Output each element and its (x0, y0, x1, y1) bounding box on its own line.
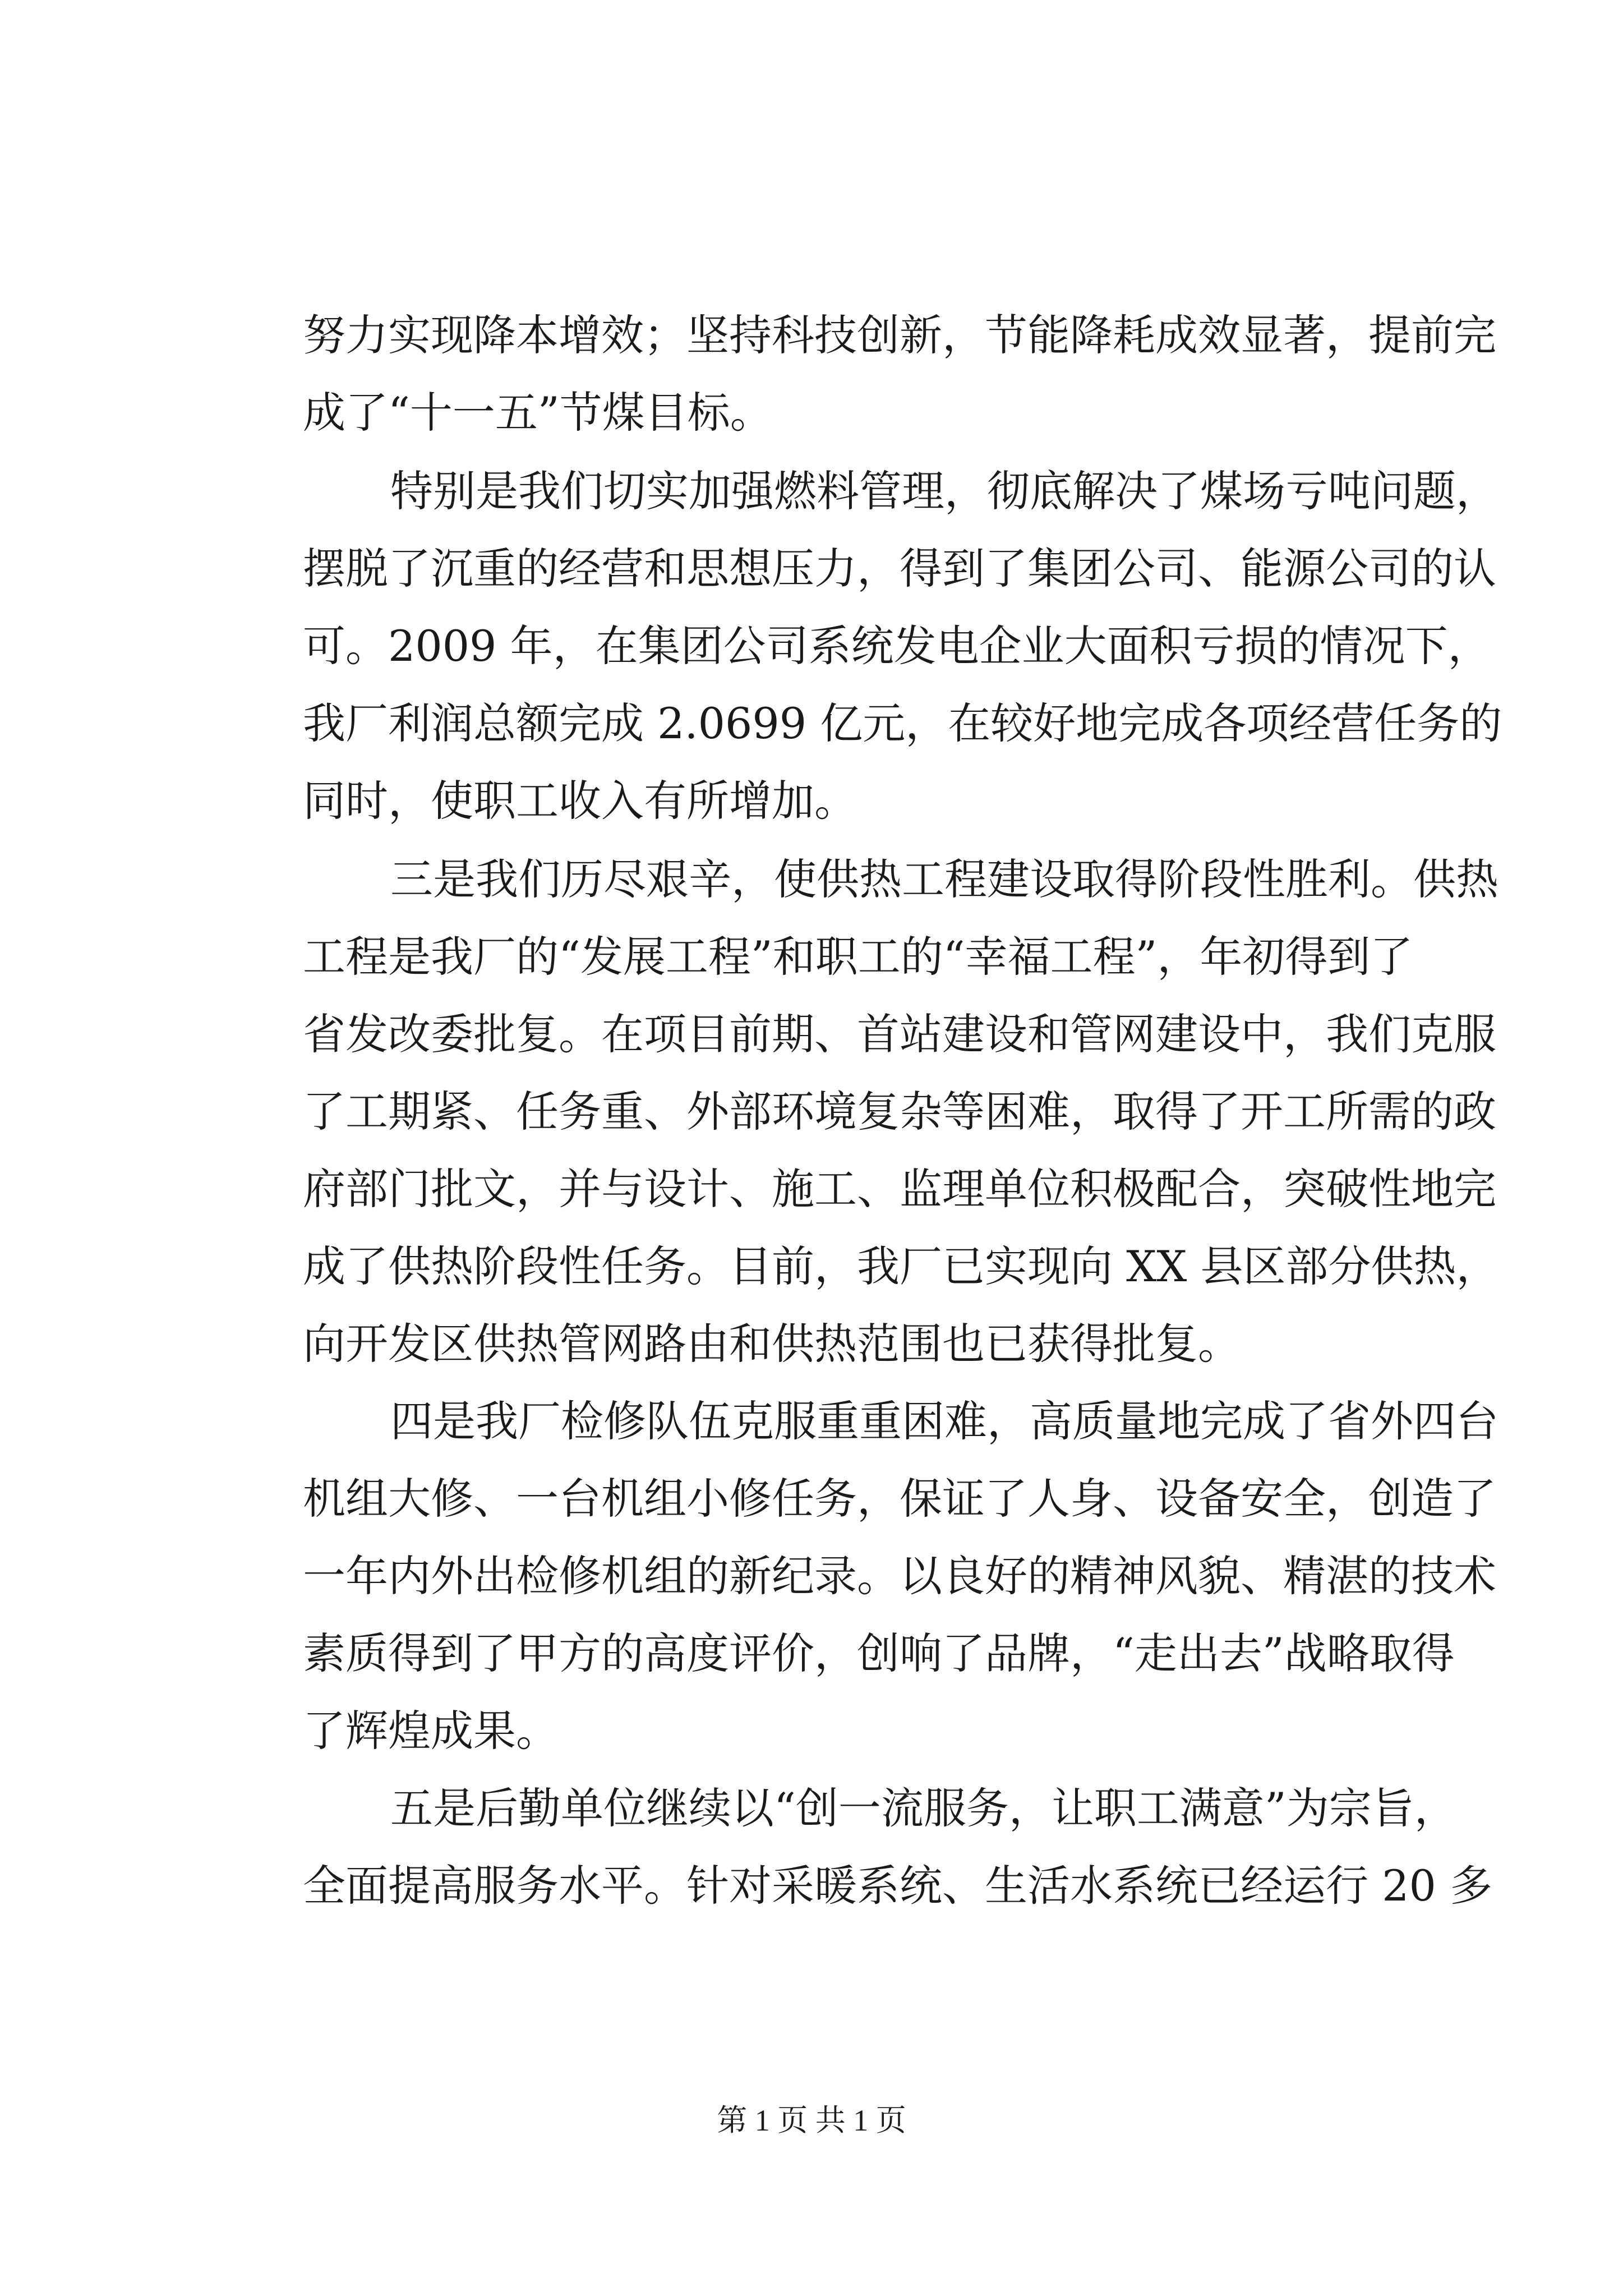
text-line: 成了“十一五”节煤目标。 (303, 388, 773, 438)
text-line: 素质得到了甲方的高度评价，创响了品牌，“走出去”战略取得 (303, 1628, 1455, 1678)
text-line: 府部门批文，并与设计、施工、监理单位积极配合，突破性地完 (303, 1164, 1496, 1214)
text-line: 同时，使职工收入有所增加。 (303, 776, 857, 826)
paragraph-first-line: 特别是我们切实加强燃料管理，彻底解决了煤场亏吨问题， (390, 466, 1498, 516)
paragraph-first-line: 三是我们历尽艰辛，使供热工程建设取得阶段性胜利。供热 (390, 854, 1498, 904)
text-line: 我厂利润总额完成 2.0699 亿元，在较好地完成各项经营任务的 (303, 698, 1502, 748)
text-line: 一年内外出检修机组的新纪录。以良好的精神风貌、精湛的技术 (303, 1551, 1496, 1601)
page-footer: 第 1 页 共 1 页 (717, 2104, 906, 2137)
text-line: 向开发区供热管网路由和供热范围也已获得批复。 (303, 1319, 1241, 1369)
text-line: 了辉煌成果。 (303, 1706, 559, 1756)
text-line: 工程是我厂的“发展工程”和职工的“幸福工程”，年初得到了 (303, 932, 1413, 982)
text-line: 努力实现降本增效；坚持科技创新，节能降耗成效显著，提前完 (303, 310, 1496, 360)
text-line: 成了供热阶段性任务。目前，我厂已实现向 XX 县区部分供热， (303, 1241, 1499, 1291)
text-line: 全面提高服务水平。针对采暖系统、生活水系统已经运行 20 多 (303, 1861, 1493, 1911)
text-line: 了工期紧、任务重、外部环境复杂等困难，取得了开工所需的政 (303, 1087, 1496, 1137)
paragraph-first-line: 五是后勤单位继续以“创一流服务，让职工满意”为宗旨， (390, 1783, 1457, 1833)
text-line: 省发改委批复。在项目前期、首站建设和管网建设中，我们克服 (303, 1009, 1496, 1059)
paragraph-first-line: 四是我厂检修队伍克服重重困难，高质量地完成了省外四台 (390, 1396, 1498, 1446)
text-line: 可。2009 年，在集团公司系统发电企业大面积亏损的情况下， (303, 621, 1491, 671)
text-line: 机组大修、一台机组小修任务，保证了人身、设备安全，创造了 (303, 1474, 1496, 1524)
text-line: 摆脱了沉重的经营和思想压力，得到了集团公司、能源公司的认 (303, 544, 1496, 593)
